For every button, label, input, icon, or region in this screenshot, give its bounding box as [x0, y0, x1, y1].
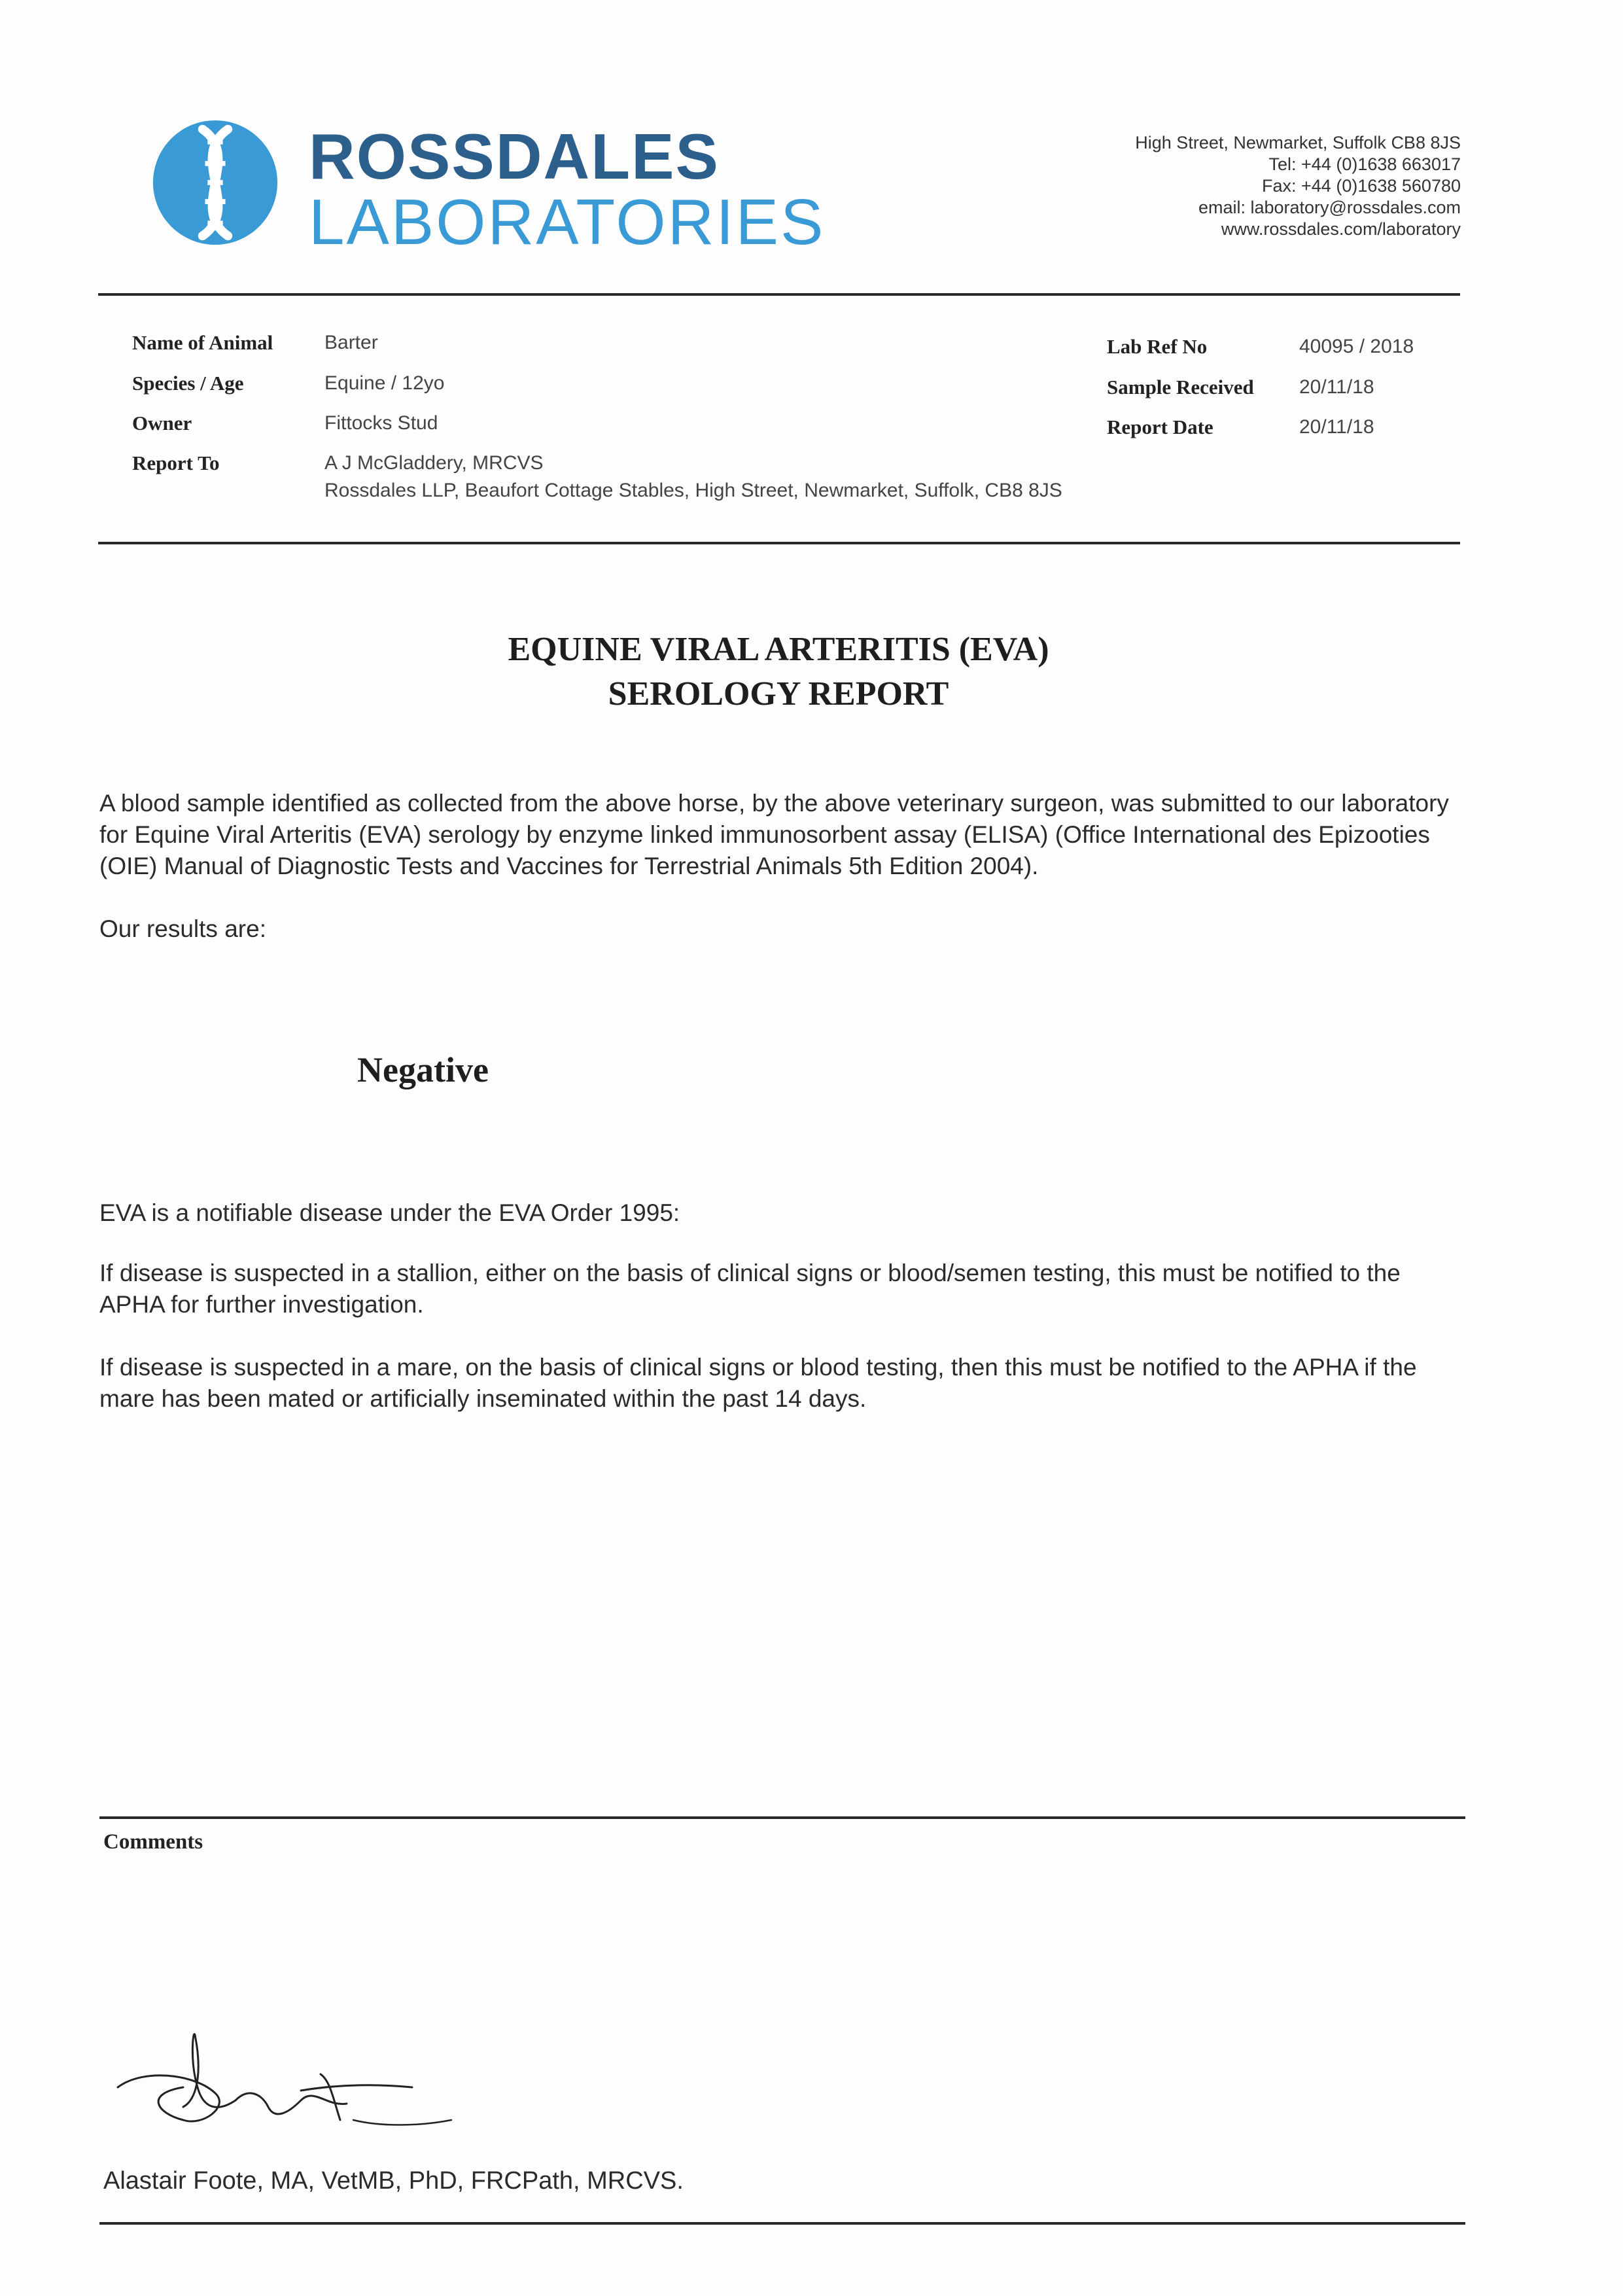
sample-received-label: Sample Received [1107, 376, 1254, 398]
contact-email: email: laboratory@rossdales.com [1198, 198, 1461, 217]
test-result: Negative [357, 1050, 489, 1089]
report-to-address: Rossdales LLP, Beaufort Cottage Stables, High Street, Newmarket, Suffolk, CB8 8JS [324, 480, 1062, 501]
species-age-label: Species / Age [132, 372, 244, 395]
report-title-line1: EQUINE VIRAL ARTERITIS (EVA) [508, 631, 1049, 668]
report-title-line2: SEROLOGY REPORT [608, 675, 949, 713]
lab-ref-label: Lab Ref No [1107, 335, 1208, 358]
owner-label: Owner [132, 412, 192, 434]
report-date-value: 20/11/18 [1299, 416, 1374, 438]
handwritten-signature [105, 2022, 471, 2153]
notifiable-statement: EVA is a notifiable disease under the EVA Order 1995: [99, 1199, 680, 1226]
logo-line-laboratories: LABORATORIES [309, 186, 826, 258]
info-divider [98, 542, 1460, 544]
comments-divider [99, 1816, 1465, 1819]
header-divider [98, 293, 1460, 296]
contact-website: www.rossdales.com/laboratory [1221, 219, 1461, 239]
results-intro: Our results are: [99, 915, 266, 942]
dna-logo-icon [152, 119, 279, 246]
mare-guidance: If disease is suspected in a mare, on the basis of clinical signs or blood testing, then this must be notified to the APHA if the mare has been mated or artificially inseminated within the past 14 days. [99, 1354, 1417, 1412]
comments-label: Comments [103, 1830, 203, 1854]
report-date-label: Report Date [1107, 415, 1213, 438]
signatory-name: Alastair Foote, MA, VetMB, PhD, FRCPath, MRCVS. [103, 2167, 684, 2195]
contact-tel: Tel: +44 (0)1638 663017 [1268, 154, 1461, 174]
intro-paragraph: A blood sample identified as collected from the above horse, by the above veterinary surgeon, was submitted to our laboratory for Equine Viral Arteritis (EVA) serology by enzyme linked immunosorbent assay (ELISA) (Office International des Epizooties (OIE) Manual of Diagnostic Tests and Vaccines for Terrestrial Animals 5th Edition 2004). [99, 790, 1449, 879]
name-of-animal-label: Name of Animal [132, 331, 273, 354]
footer-divider [99, 2222, 1465, 2225]
name-of-animal-value: Barter [324, 332, 378, 353]
contact-address: High Street, Newmarket, Suffolk CB8 8JS [1135, 133, 1461, 152]
stallion-guidance: If disease is suspected in a stallion, either on the basis of clinical signs or blood/semen testing, this must be notified to the APHA for further investigation. [99, 1260, 1401, 1318]
species-age-value: Equine / 12yo [324, 372, 445, 394]
report-to-label: Report To [132, 451, 220, 474]
owner-value: Fittocks Stud [324, 412, 438, 434]
lab-ref-value: 40095 / 2018 [1299, 336, 1414, 357]
sample-received-value: 20/11/18 [1299, 376, 1374, 398]
contact-details [1135, 132, 1461, 240]
logo-line-rossdales: ROSSDALES [309, 120, 720, 192]
report-to-name: A J McGladdery, MRCVS [324, 452, 544, 474]
contact-fax: Fax: +44 (0)1638 560780 [1262, 176, 1461, 196]
company-logo-text [309, 120, 826, 258]
